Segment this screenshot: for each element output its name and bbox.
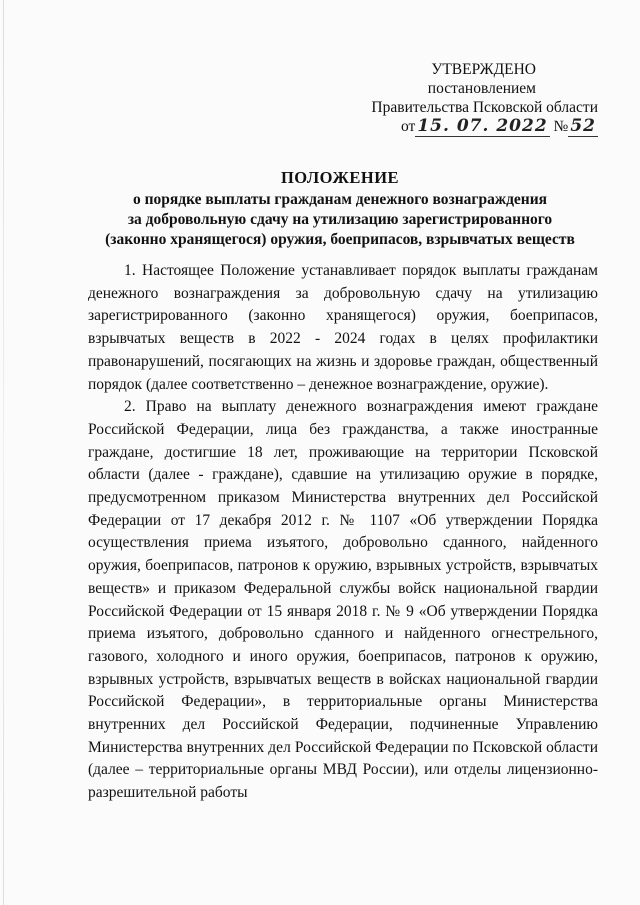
approval-stamp (358, 60, 598, 136)
handwritten-number: 52 (570, 116, 596, 136)
date-prefix: от (401, 118, 416, 135)
scan-edge (3, 0, 4, 905)
paragraph-1: 1. Настоящее Положение устанавливает порядок выплаты гражданам денежного вознаграждения за добровольную сдачу на утилизацию зарегистрированного (законно хранящегося) оружия, боеприпасов, взрывчатых веществ в 2022 - 2024 годах в целях профилактики правонарушений, посягающих на жизнь и здоровье граждан, общественный порядок (далее соответственно – денежное вознаграждение, оружие). (88, 262, 598, 393)
approval-by: постановлением (427, 80, 536, 97)
document-subtitle-line1: о порядке выплаты гражданам денежного вознаграждения (132, 191, 548, 208)
handwritten-date: 15. 07. 2022 (417, 116, 548, 136)
paragraph-2: 2. Право на выплату денежного вознаграждения имеют граждане Российской Федерации, лица без гражданства, а также иностранные граждане, достигшие 18 лет, проживающие на территории Псковской области (далее - граждане), сдавшие на утилизацию оружие в порядке, предусмотренном приказом Министерства внутренних дел Российской Федерации от 17 декабря 2012 г. № 1107 «Об утверждении Порядка осуществления приема изъятого, добровольно сданного, найденного оружия, боеприпасов, патронов к оружию, взрывных устройств, взрывчатых веществ» и приказом Федеральной службы войск национальной гвардии Российской Федерации от 15 января 2018 г. № 9 «Об утверждении Порядка приема изъятого, добровольно сданного и найденного огнестрельного, газового, холодного и иного оружия, боеприпасов, патронов к оружию, взрывных устройств, взрывчатых веществ в войсках национальной гвардии Российской Федерации», в территориальные органы Министерства внутренних дел Российской Федерации, подчиненные Управлению Министерства внутренних дел Российской Федерации по Псковской области (далее – территориальные органы МВД России), или отделы лицензионно-разрешительной работы (88, 398, 598, 802)
approval-date-line (358, 117, 598, 136)
document-subtitle-line2: за добровольную сдачу на утилизацию зарегистрированного (127, 211, 553, 228)
approval-heading: УТВЕРЖДЕНО (431, 61, 536, 78)
document-title-block (60, 168, 620, 250)
document-subtitle-line3: (законно хранящегося) оружия, боеприпасов, взрывчатых веществ (105, 231, 575, 248)
document-body (88, 260, 598, 805)
approval-authority: Правительства Псковской области (371, 99, 598, 116)
number-prefix: № (553, 118, 569, 135)
document-title: ПОЛОЖЕНИЕ (280, 168, 400, 187)
